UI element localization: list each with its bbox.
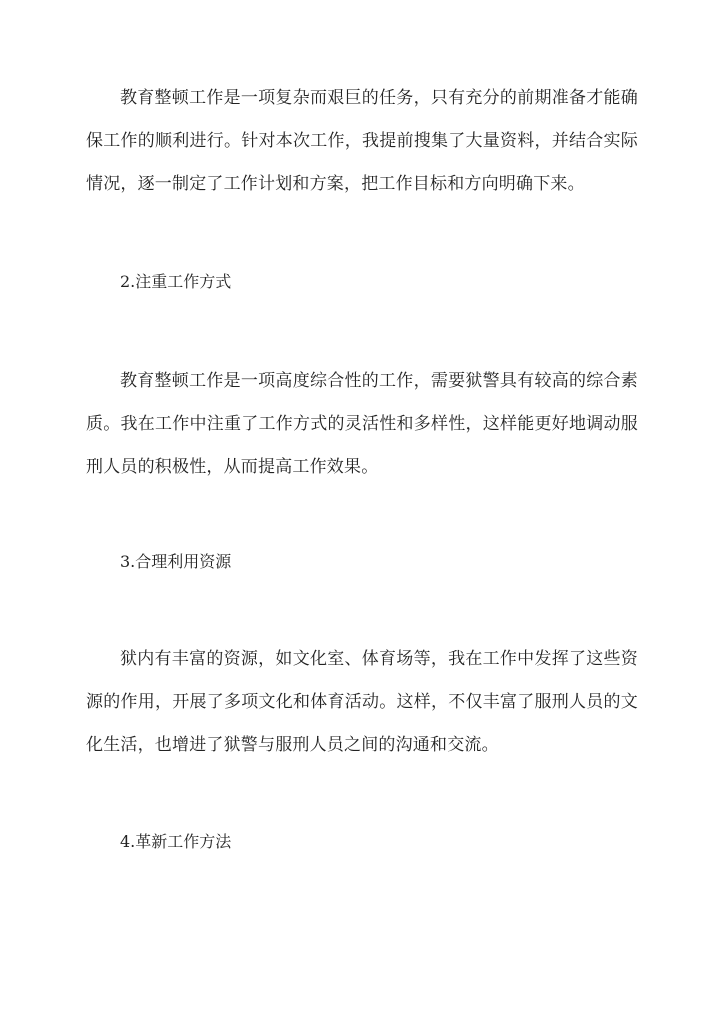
paragraph-preparation: 教育整顿工作是一项复杂而艰巨的任务，只有充分的前期准备才能确保工作的顺利进行。针对本次工作，我提前搜集了大量资料，并结合实际情况，逐一制定了工作计划和方案，把工作目标和方向明确下来。 — [86, 88, 638, 194]
section-heading-resources: 3.合理利用资源 — [120, 552, 232, 571]
paragraph-work-style: 教育整顿工作是一项高度综合性的工作，需要狱警具有较高的综合素质。我在工作中注重了工作方式的灵活性和多样性，这样能更好地调动服刑人员的积极性，从而提高工作效果。 — [86, 371, 638, 477]
section-heading-innovation: 4.革新工作方法 — [120, 832, 232, 851]
paragraph-resources: 狱内有丰富的资源，如文化室、体育场等，我在工作中发挥了这些资源的作用，开展了多项文化和体育活动。这样，不仅丰富了服刑人员的文化生活，也增进了狱警与服刑人员之间的沟通和交流。 — [86, 649, 638, 755]
section-heading-work-style: 2.注重工作方式 — [120, 272, 232, 291]
